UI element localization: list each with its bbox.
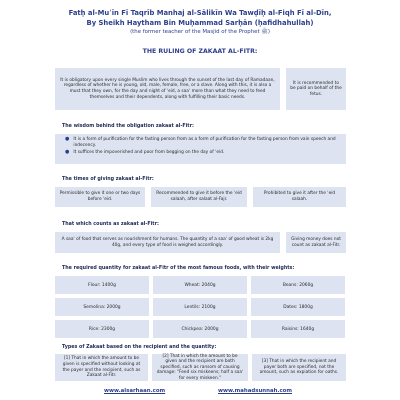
- quantity-cell-flour: Flour: 1400g: [55, 276, 149, 294]
- types-box-1: [1] That in which the amount to be given is specified without looking at the payer and the recipient, such as Zakaat al-Fitr.: [55, 354, 148, 381]
- times-permissible-box: Permissible to give it one or two days before ʿeid.: [55, 187, 145, 207]
- header-title-line1: Fatḥ al-Muʿīn Fī Taqrīb Manhaj al-Sālikīn Wa Tawḍīḥ al-Fiqh Fī al-Dīn,: [68, 9, 332, 17]
- quantity-cell-wheat: Wheat: 2040g: [153, 276, 247, 294]
- types-box-3: [3] That in which the recipient and payer both are specified, not the amount, such as expiation for oaths.: [252, 354, 346, 381]
- footer-link-mahadsunnah[interactable]: www.mahadsunnah.com: [218, 388, 292, 394]
- quantity-cell-raisins: Raisins: 1640g: [251, 320, 345, 338]
- types-heading: Types of Zakaat based on the recipient and the quantity:: [62, 345, 217, 350]
- quantity-cell-dates: Dates: 1800g: [251, 298, 345, 316]
- counts-side-box: Giving money does not count as zakaat al-Fitr.: [286, 232, 346, 253]
- page-title: THE RULING OF ZAKAAT AL-FITR:: [142, 48, 258, 55]
- ruling-main-box: It is obligatory upon every single Muslim who lives through the sunset of the last day of Ramadaan, regardless of whether he is young, old, male, female, free, or a slave. Along with this, it is also a must that they own, for the day and night of ʿeid, a saaʿ more than what they need to feed themselves and their dependents, along with fulfilling their basic needs.: [55, 68, 280, 110]
- counts-main-box: A saaʿ of food that serves as nourishment for humans. The quantity of a saaʿ of good wheat is 2kg 40g, and every type of food is weighed accordingly.: [55, 232, 280, 253]
- quantity-cell-lentils: Lentils: 2100g: [153, 298, 247, 316]
- footer-link-alsarhaan[interactable]: www.alsarhaan.com: [104, 388, 166, 394]
- bullet-icon: ●: [65, 136, 70, 142]
- bullet-icon: ●: [65, 149, 70, 156]
- quantity-cell-rice: Rice: 2300g: [55, 320, 149, 338]
- header-subtitle: (the former teacher of the Masjid of the Prophet ﷺ): [130, 29, 270, 35]
- quantity-cell-semolina: Semolina: 2000g: [55, 298, 149, 316]
- header-title-line2: By Sheikh Haytham Bin Muḥammad Sarḥān (ḥafidhahullah): [86, 19, 314, 27]
- times-prohibited-box: Prohibited to give it after the ʿeid salaah.: [253, 187, 346, 207]
- counts-heading: That which counts as zakaat al-Fitr:: [62, 222, 159, 227]
- list-item: [65, 150, 338, 156]
- quantity-cell-chickpea: Chickpea: 2000g: [153, 320, 247, 338]
- wisdom-item-1: It is a form of purification for the fasting person from as a form of purification for the fasting person from vain speech and indecency.: [73, 137, 336, 148]
- ruling-side-box: It is recommended to be paid on behalf of the fetus.: [286, 68, 346, 110]
- quantity-grid: [55, 276, 345, 338]
- quantity-cell-beans: Beans: 2060g: [251, 276, 345, 294]
- quantity-heading: The required quantity for zakaat al-Fitr of the most famous foods, with their weights:: [62, 266, 295, 271]
- times-heading: The times of giving zakaat al-Fitr:: [62, 177, 154, 182]
- list-item: [65, 137, 338, 148]
- wisdom-heading: The wisdom behind the obligation zakaat al-Fitr:: [62, 124, 194, 129]
- types-box-2: [2] That in which the amount to be given and the recipient are both specified, such as ransom of causing damage: "Feed six miskeens; half a saaʿ for every miskeen.": [152, 354, 248, 381]
- wisdom-item-2: It suffices the impoverished and poor from begging on the day of ʿeid.: [73, 150, 225, 156]
- times-recommended-box: Recommended to give it before the ʿeid salaah, after salaat al-Fajr.: [151, 187, 247, 207]
- wisdom-list: [55, 134, 346, 164]
